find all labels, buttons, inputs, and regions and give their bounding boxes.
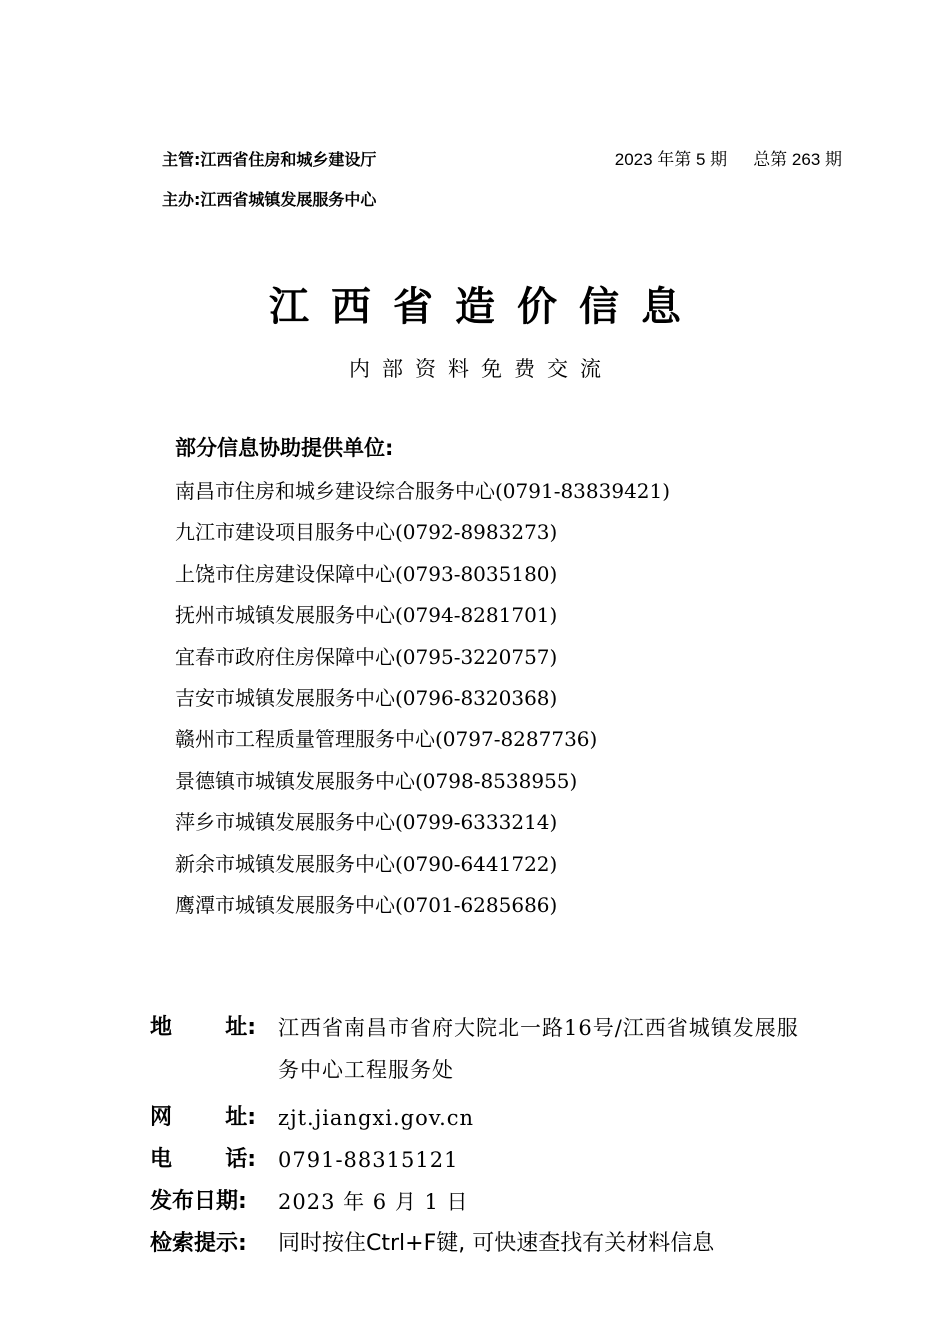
page-subtitle: 内部资料免费交流	[349, 357, 613, 381]
list-item: 新余市城镇发展服务中心(0790-6441722)	[175, 851, 558, 876]
phone-label: 电 话:	[150, 1147, 256, 1172]
contributors-list	[175, 477, 670, 932]
date-row	[150, 1187, 850, 1217]
phone-value: 0791-88315121	[278, 1148, 459, 1172]
website-label: 网 址:	[150, 1105, 256, 1130]
search-hint-row	[150, 1229, 850, 1259]
date-label: 发布日期:	[150, 1189, 247, 1214]
organizer-line: 主办:江西省城镇发展服务中心	[162, 190, 377, 209]
search-hint-label: 检索提示:	[150, 1231, 247, 1256]
supervisor-line: 主管:江西省住房和城乡建设厅	[162, 150, 377, 169]
list-item: 九江市建设项目服务中心(0792-8983273)	[175, 520, 558, 545]
list-item: 萍乡市城镇发展服务中心(0799-6333214)	[175, 810, 558, 835]
list-item: 南昌市住房和城乡建设综合服务中心(0791-83839421)	[175, 479, 671, 503]
website-value[interactable]: zjt.jiangxi.gov.cn	[278, 1106, 475, 1130]
list-item: 抚州市城镇发展服务中心(0794-8281701)	[175, 603, 558, 628]
contributors-heading: 部分信息协助提供单位:	[175, 436, 394, 460]
list-item: 鹰潭市城镇发展服务中心(0701-6285686)	[175, 892, 558, 917]
list-item: 上饶市住房建设保障中心(0793-8035180)	[175, 561, 558, 586]
issue-number: 2023 年第 5 期	[614, 150, 728, 169]
phone-row	[150, 1145, 850, 1175]
address-value: 江西省南昌市省府大院北一路16号/江西省城镇发展服务中心工程服务处	[278, 1016, 799, 1082]
date-value: 2023 年 6 月 1 日	[278, 1190, 469, 1214]
website-row	[150, 1103, 850, 1133]
total-issue-number: 总第 263 期	[753, 150, 842, 169]
publication-info	[150, 1013, 850, 1271]
address-row	[150, 1013, 850, 1091]
search-hint-value: 同时按住Ctrl+F键, 可快速查找有关材料信息	[278, 1231, 715, 1256]
address-label: 地 址:	[150, 1015, 256, 1040]
list-item: 吉安市城镇发展服务中心(0796-8320368)	[175, 685, 558, 710]
issue-info	[615, 150, 842, 170]
page-title: 江西省造价信息	[269, 284, 703, 330]
list-item: 景德镇市城镇发展服务中心(0798-8538955)	[175, 768, 578, 793]
list-item: 宜春市政府住房保障中心(0795-3220757)	[175, 644, 558, 669]
list-item: 赣州市工程质量管理服务中心(0797-8287736)	[175, 727, 598, 752]
